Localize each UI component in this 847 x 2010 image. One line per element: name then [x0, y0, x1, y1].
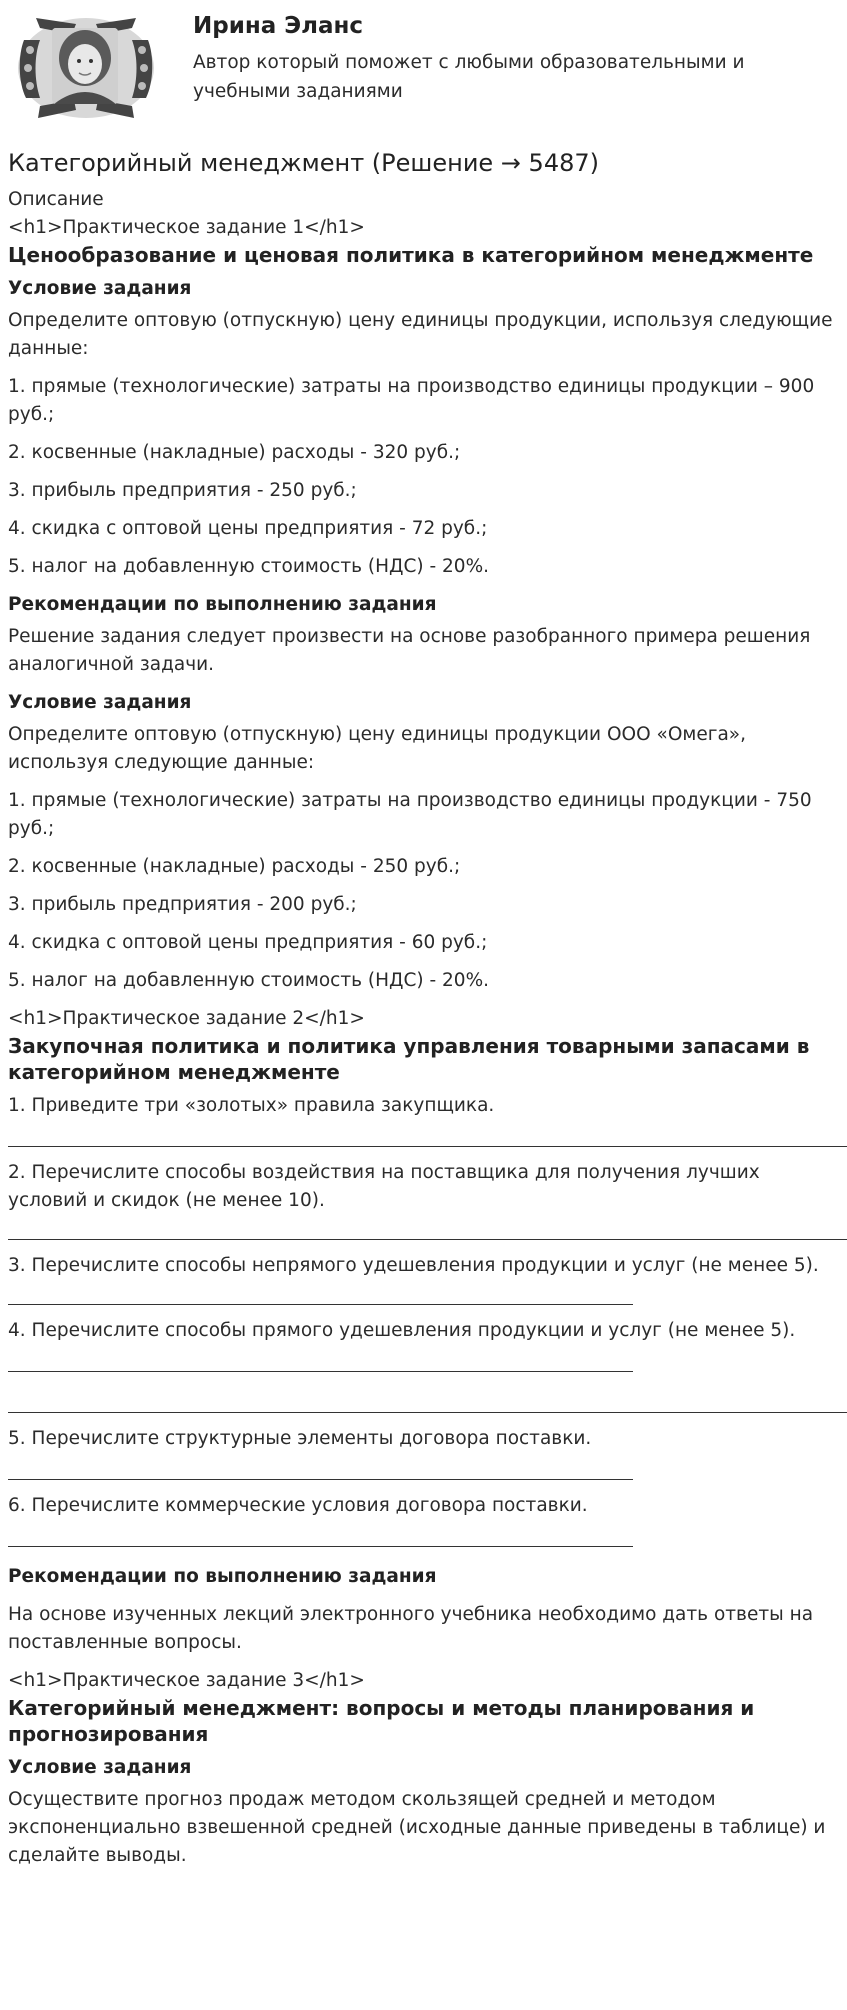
task1-recommend-text: Решение задания следует произвести на основе разобранного примера решения аналогичной задачи.	[8, 626, 811, 675]
answer-line	[8, 1146, 847, 1147]
task1-condition2-text: Определите оптовую (отпускную) цену единицы продукции ООО «Омега», используя следующие данные:	[8, 724, 746, 773]
question-item: 4. Перечислите способы прямого удешевления продукции и услуг (не менее 5).	[8, 1320, 796, 1341]
answer-line	[8, 1239, 847, 1240]
task1-condition-label: Условие задания	[8, 278, 192, 299]
answer-line	[8, 1371, 633, 1372]
task3-marker: <h1>Практическое задание 3</h1>	[8, 1670, 365, 1691]
question-item: 1. Приведите три «золотых» правила закупщика.	[8, 1095, 495, 1116]
task2-recommend-text: На основе изученных лекций электронного учебника необходимо дать ответы на поставленные вопросы.	[8, 1604, 814, 1653]
author-name[interactable]: Ирина Эланс	[193, 13, 364, 39]
list-item: 2. косвенные (накладные) расходы - 320 руб.;	[8, 442, 461, 463]
question-item: 5. Перечислите структурные элементы договора поставки.	[8, 1428, 592, 1449]
task1-recommend-label: Рекомендации по выполнению задания	[8, 594, 437, 615]
list-item: 3. прибыль предприятия - 200 руб.;	[8, 894, 357, 915]
list-item: 1. прямые (технологические) затраты на производство единицы продукции - 750 руб.;	[8, 790, 812, 839]
page-title: Категорийный менеджмент (Решение → 5487)	[8, 149, 599, 177]
question-item: 6. Перечислите коммерческие условия договора поставки.	[8, 1495, 588, 1516]
task3-condition-label: Условие задания	[8, 1757, 192, 1778]
question-item: 2. Перечислите способы воздействия на поставщика для получения лучших условий и скидок (не менее 10).	[8, 1162, 760, 1211]
list-item: 4. скидка с оптовой цены предприятия - 72 руб.;	[8, 518, 488, 539]
task2-recommend-label: Рекомендации по выполнению задания	[8, 1566, 437, 1587]
question-item: 3. Перечислите способы непрямого удешевления продукции и услуг (не менее 5).	[8, 1255, 819, 1276]
task1-condition-text: Определите оптовую (отпускную) цену единицы продукции, используя следующие данные:	[8, 310, 833, 359]
list-item: 3. прибыль предприятия - 250 руб.;	[8, 480, 357, 501]
list-item: 2. косвенные (накладные) расходы - 250 руб.;	[8, 856, 461, 877]
task1-condition2-label: Условие задания	[8, 692, 192, 713]
author-description: Автор который поможет с любыми образовательными и учебными заданиями	[193, 52, 745, 102]
task1-title: Ценообразование и ценовая политика в категорийном менеджменте	[8, 243, 814, 267]
list-item: 5. налог на добавленную стоимость (НДС) - 20%.	[8, 556, 490, 577]
task3-title: Категорийный менеджмент: вопросы и методы планирования и прогнозирования	[8, 1696, 755, 1746]
task3-condition-text: Осуществите прогноз продаж методом скользящей средней и методом экспоненциально взвешенной средней (исходные данные приведены в таблице) и сделайте выводы.	[8, 1789, 826, 1866]
answer-line	[8, 1546, 633, 1547]
answer-line	[8, 1479, 633, 1480]
answer-line	[8, 1412, 847, 1413]
task2-title: Закупочная политика и политика управления товарными запасами в категорийном менеджменте	[8, 1034, 810, 1084]
task2-marker: <h1>Практическое задание 2</h1>	[8, 1008, 365, 1029]
list-item: 4. скидка с оптовой цены предприятия - 60 руб.;	[8, 932, 488, 953]
author-avatar	[16, 10, 156, 126]
list-item: 5. налог на добавленную стоимость (НДС) - 20%.	[8, 970, 490, 991]
author-card	[8, 0, 839, 135]
description-label: Описание	[8, 189, 104, 210]
answer-line	[8, 1304, 633, 1305]
list-item: 1. прямые (технологические) затраты на производство единицы продукции – 900 руб.;	[8, 376, 815, 425]
task1-marker: <h1>Практическое задание 1</h1>	[8, 217, 365, 238]
